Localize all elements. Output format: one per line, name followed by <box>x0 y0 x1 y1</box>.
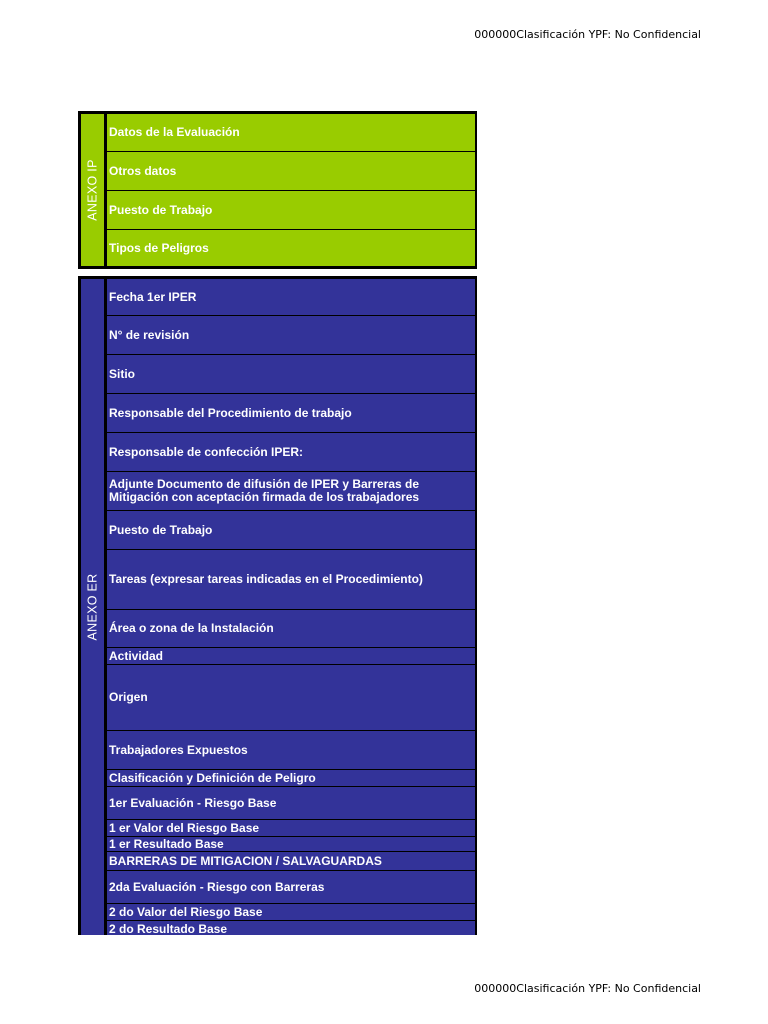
anexo-er-rows <box>107 279 475 935</box>
anexo-er-row: Trabajadores Expuestos <box>107 731 475 770</box>
anexo-er-row: Fecha 1er IPER <box>107 279 475 316</box>
classification-header: 000000Clasificación YPF: No Confidencial <box>474 28 701 41</box>
anexo-er-row: 2 do Valor del Riesgo Base <box>107 904 475 921</box>
anexo-ip-side-label <box>81 114 107 266</box>
anexo-er-side-label <box>81 279 107 935</box>
anexo-ip-label: ANEXO IP <box>85 159 100 221</box>
classification-footer: 000000Clasificación YPF: No Confidencial <box>474 982 701 995</box>
anexo-er-row: Tareas (expresar tareas indicadas en el Procedimiento) <box>107 550 475 610</box>
anexo-er-row: Clasificación y Definición de Peligro <box>107 770 475 787</box>
anexo-er-row: 1 er Valor del Riesgo Base <box>107 820 475 837</box>
anexo-er-row: 2 do Resultado Base <box>109 922 228 936</box>
anexo-ip-row: Tipos de Peligros <box>109 240 209 255</box>
anexo-er-row: N° de revisión <box>107 316 475 355</box>
anexo-ip-row: Puesto de Trabajo <box>107 191 475 230</box>
anexo-ip-row: Datos de la Evaluación <box>107 114 475 152</box>
anexo-er-row: Puesto de Trabajo <box>107 511 475 550</box>
anexo-er-row: 1er Evaluación - Riesgo Base <box>107 787 475 820</box>
anexo-er-table <box>78 276 477 935</box>
anexo-ip-row: Otros datos <box>107 152 475 191</box>
anexo-er-row: Responsable de confección IPER: <box>107 433 475 472</box>
anexo-er-row: Área o zona de la Instalación <box>107 610 475 648</box>
anexo-er-row: Sitio <box>107 355 475 394</box>
anexo-er-row: Actividad <box>107 648 475 665</box>
anexo-ip-rows <box>107 114 475 266</box>
anexo-er-row: BARRERAS DE MITIGACION / SALVAGUARDAS <box>107 852 475 871</box>
anexo-er-label: ANEXO ER <box>85 573 100 641</box>
anexo-er-row: Origen <box>107 665 475 731</box>
anexo-er-row: 1 er Resultado Base <box>107 837 475 852</box>
anexo-er-row: Responsable del Procedimiento de trabajo <box>107 394 475 433</box>
anexo-er-row: 2da Evaluación - Riesgo con Barreras <box>107 871 475 904</box>
anexo-er-row: Adjunte Documento de difusión de IPER y Barreras de Mitigación con aceptación firmada de los trabajadores <box>107 472 475 511</box>
anexo-ip-table <box>78 111 477 269</box>
